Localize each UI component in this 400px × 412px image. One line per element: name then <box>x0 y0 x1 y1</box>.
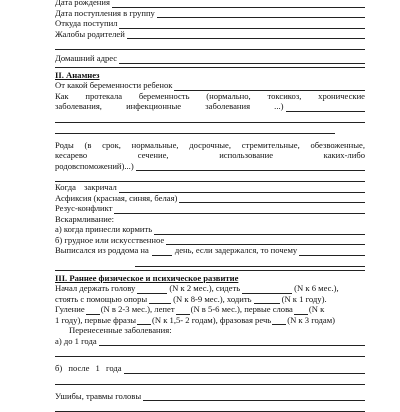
dev-line-1 <box>55 283 365 294</box>
date-admitted-field[interactable] <box>157 9 365 18</box>
rh-conflict-row <box>55 203 365 214</box>
head-hold-field[interactable] <box>137 285 167 294</box>
feeding-row <box>55 214 365 225</box>
rh-conflict-label: Резус-конфликт <box>55 203 113 213</box>
illnesses-label: Перенесенные заболевания: <box>69 325 172 335</box>
home-address-field[interactable] <box>119 55 365 64</box>
walking-field[interactable] <box>254 295 280 304</box>
pregnancy-course-line-1: Как протекала беременность (нормально, токсикоз, хронические <box>55 90 365 101</box>
up-to-1-row <box>55 336 365 347</box>
development-heading: III. Раннее физическое и психическое развитие <box>55 272 239 283</box>
cooing-field[interactable] <box>86 306 100 315</box>
first-words-field[interactable] <box>294 306 308 315</box>
sitting-field[interactable] <box>242 285 292 294</box>
discharged-extra-line[interactable] <box>135 256 365 267</box>
injuries-row <box>55 391 365 402</box>
breast-artificial-label: б) грудное или искусственное <box>55 234 165 245</box>
illness-up-to-1-extra-line[interactable] <box>55 346 365 357</box>
complaints-row <box>55 29 365 40</box>
date-of-birth-label: Дата рождения <box>55 0 110 7</box>
sitting-label: (N к 2 мес.), сидеть <box>169 283 241 293</box>
breast-artificial-field[interactable] <box>166 236 365 245</box>
first-phrases-label: 1 году), первые фразы <box>55 314 136 325</box>
asphyxia-label: Асфиксия (красная, синяя, белая) <box>55 192 178 203</box>
discharged-day-field[interactable] <box>152 247 172 256</box>
injuries-extra-line[interactable] <box>55 401 365 412</box>
breast-artificial-row <box>55 235 365 246</box>
phrasal-speech-norm-label: (N к 3 годам) <box>287 314 336 325</box>
section-divider-2 <box>55 270 365 271</box>
after-1-row <box>55 363 365 374</box>
rh-conflict-field[interactable] <box>114 205 365 214</box>
dev-line-2 <box>55 294 365 305</box>
labor-line-3: родовспоможений)...) <box>55 160 134 171</box>
feeding-label: Вскармливание: <box>55 213 115 224</box>
complaints-field[interactable] <box>127 30 365 39</box>
came-from-label: Откуда поступил <box>55 18 118 28</box>
labor-extra-line[interactable] <box>55 171 365 182</box>
when-cried-row <box>55 182 365 193</box>
pregnancy-extra-line-2[interactable] <box>55 123 335 134</box>
dev-line-3 <box>55 304 365 315</box>
first-phrases-field[interactable] <box>137 316 151 325</box>
standing-label: стоять с помощью опоры <box>55 293 148 304</box>
home-address-label: Домашний адрес <box>55 53 118 63</box>
labor-line-2: кесарево сечение, использование каких-либо <box>55 150 365 160</box>
complaints-label: Жалобы родителей <box>55 28 125 39</box>
babbling-field[interactable] <box>176 306 190 315</box>
asphyxia-row <box>55 193 365 204</box>
phrasal-speech-label: (N к 1,5- 2 годам), фразовая речь <box>152 314 272 325</box>
illness-after-1-extra-line[interactable] <box>55 374 365 385</box>
asphyxia-field[interactable] <box>179 194 365 203</box>
when-cried-field[interactable] <box>119 184 365 193</box>
discharged-label-2: день, если задержался, то почему <box>174 245 298 255</box>
labor-row-3 <box>55 161 365 172</box>
labor-line-1: Роды (в срок, нормальные, досрочные, стремительные, обезвоженные, <box>55 139 365 150</box>
head-hold-label: Начал держать голову <box>55 283 136 293</box>
intake-form <box>55 0 365 412</box>
walking-norm-label: (N к 1 году). <box>281 293 327 304</box>
first-words-norm-label: (N к <box>308 304 325 314</box>
which-pregnancy-row <box>55 80 365 91</box>
discharged-reason-field[interactable] <box>299 247 365 256</box>
pregnancy-course-row-2 <box>55 101 365 112</box>
when-cried-label: Когда закричал <box>55 182 117 192</box>
pregnancy-course-field[interactable] <box>286 103 366 112</box>
came-from-field[interactable] <box>119 20 365 29</box>
which-pregnancy-field[interactable] <box>174 82 365 91</box>
came-from-row <box>55 18 365 29</box>
complaints-extra-line[interactable] <box>55 39 365 50</box>
pregnancy-course-line-2: заболевания, инфекционные заболевания ...) <box>55 101 284 111</box>
walking-label: (N к 8-9 мес.), ходить <box>173 293 252 304</box>
injuries-label: Ушибы, травмы головы <box>55 390 142 401</box>
discharged-label-1: Выписался из роддома на <box>55 245 149 255</box>
pregnancy-extra-line-1[interactable] <box>55 112 365 123</box>
standing-field[interactable] <box>149 295 171 304</box>
when-brought-field[interactable] <box>154 226 365 235</box>
which-pregnancy-label: От какой беременности ребенок <box>55 80 173 90</box>
when-brought-row <box>55 224 365 235</box>
phrasal-speech-field[interactable] <box>272 316 286 325</box>
illness-after-1-label: б) после 1 года <box>55 363 122 373</box>
when-brought-label: а) когда принесли кормить <box>55 224 153 234</box>
home-address-row <box>55 53 365 64</box>
dev-line-4 <box>55 315 365 326</box>
illnesses-row <box>55 325 365 336</box>
illness-up-to-1-label: а) до 1 года <box>55 335 97 346</box>
anamnesis-heading: II. Анамнез <box>55 69 100 80</box>
date-of-birth-field[interactable] <box>112 0 365 8</box>
babbling-label: (N в 2-3 мес.), лепет <box>100 304 175 314</box>
illness-up-to-1-field[interactable] <box>99 337 365 346</box>
date-admitted-row <box>55 8 365 19</box>
first-words-label: (N в 5-6 мес.), первые слова <box>190 304 293 314</box>
date-admitted-label: Дата поступления в группу <box>55 7 155 18</box>
section-divider <box>55 67 365 68</box>
discharged-row <box>55 245 365 256</box>
illness-after-1-field[interactable] <box>124 365 365 374</box>
labor-field[interactable] <box>136 162 365 171</box>
cooing-label: Гуление <box>55 304 85 314</box>
date-of-birth-row <box>55 0 365 8</box>
sitting-norm-label: (N к 6 мес.), <box>294 283 339 293</box>
